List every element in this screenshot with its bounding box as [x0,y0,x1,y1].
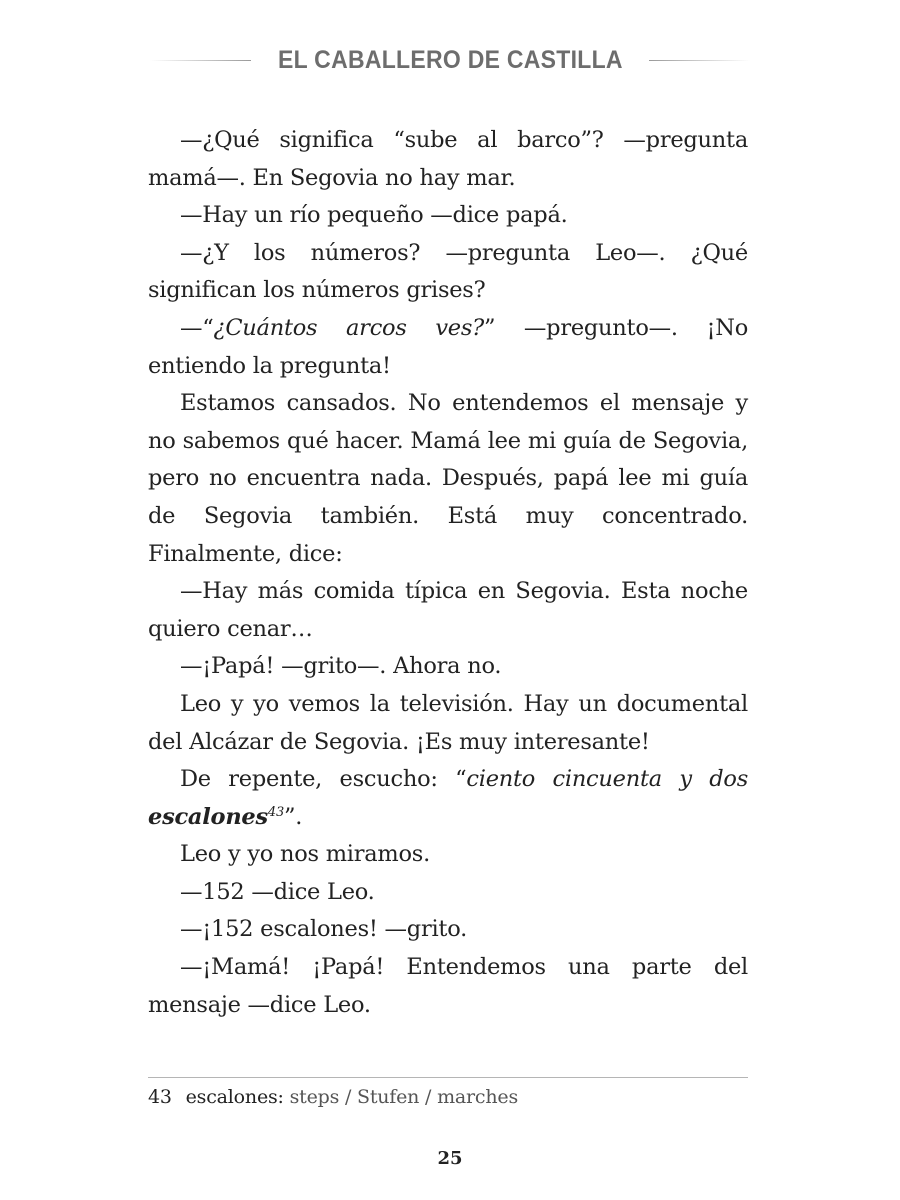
paragraph: —¡152 escalones! —grito. [180,916,468,943]
book-title: EL CABALLERO DE CASTILLA [277,45,623,74]
text-run: De repente, escucho: “ [180,766,467,793]
header-rule-right [649,60,750,61]
glossary-term: escalones [148,803,268,830]
italic-text: ciento cincuenta y dos [466,766,748,793]
running-header [150,40,750,80]
footnote-translation: steps / Stufen / marches [289,1086,518,1108]
paragraph [148,310,748,385]
body-text [148,122,748,1024]
footnote-number: 43 [148,1086,172,1108]
paragraph: Leo y yo nos miramos. [180,841,430,868]
paragraph: —¿Qué significa “sube al barco”? —pregunta mamá—. En Segovia no hay mar. [148,127,748,191]
text-run: ” —pregunto—. ¡No entiendo la pregunta! [148,314,748,379]
paragraph: —Hay más comida típica en Segovia. Esta noche quiero cenar… [148,578,748,642]
footnote [148,1084,748,1110]
footnote-reference[interactable]: 43 [267,804,284,820]
italic-text: ¿Cuántos arcos ves? [213,314,484,341]
paragraph: Leo y yo vemos la televisión. Hay un documental del Alcázar de Segovia. ¡Es muy interesante! [148,690,748,755]
paragraph: —¿Y los números? —pregunta Leo—. ¿Qué significan los números grises? [148,239,748,304]
footnote-divider [148,1077,748,1078]
footnote-term: escalones: [185,1086,284,1108]
paragraph: Estamos cansados. No entendemos el mensaje y no sabemos qué hacer. Mamá lee mi guía de Segovia, pero no encuentra nada. Después, papá lee mi guía de Segovia también. Está muy concentrado. Finalmente, dice: [148,390,748,567]
paragraph: —Hay un río pequeño —dice papá. [180,202,568,229]
paragraph: —¡Mamá! ¡Papá! Entendemos una parte del mensaje —dice Leo. [148,954,748,1018]
paragraph: —152 —dice Leo. [180,878,375,905]
text-run: ”. [283,803,303,830]
paragraph [148,761,748,836]
paragraph: —¡Papá! —grito—. Ahora no. [180,653,502,680]
header-rule-left [150,60,251,61]
text-run: —“ [180,314,214,341]
page-number: 25 [437,1148,463,1169]
